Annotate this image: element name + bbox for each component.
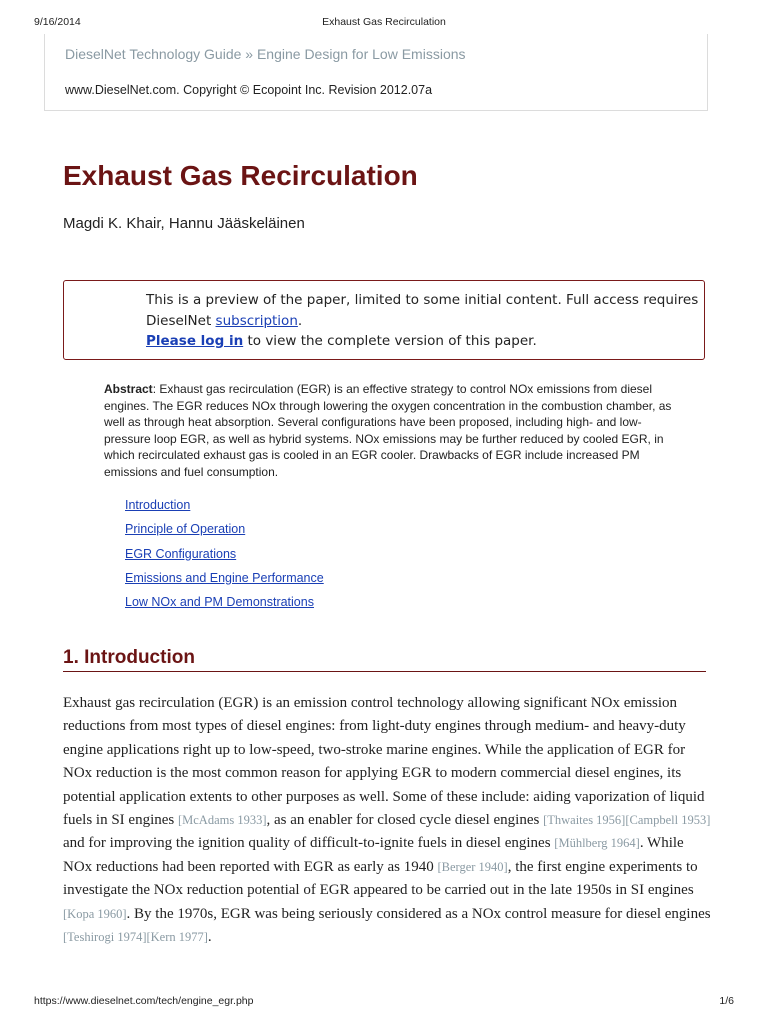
abstract-label: Abstract [104,382,153,396]
toc-link-principle[interactable]: Principle of Operation [125,522,246,537]
section-paragraph [63,692,713,949]
body-text: . While NOx reductions had been reported with EGR as early as 1940 [63,835,684,875]
preview-notice [63,280,705,360]
login-link[interactable]: Please log in [146,333,244,349]
toc-link-introduction[interactable]: Introduction [125,498,191,512]
body-text: . [207,929,212,946]
print-title: Exhaust Gas Recirculation [322,16,446,28]
site-header-box [44,34,708,111]
subscription-link[interactable]: subscription [215,312,298,329]
body-text: . By the 1970s, EGR was being seriously considered as a NOx control measure for diesel engines [126,905,711,922]
copyright-line: www.DieselNet.com. Copyright © Ecopoint Inc. Revision 2012.07a [65,83,433,97]
print-date: 9/16/2014 [34,16,81,28]
body-text: Exhaust gas recirculation (EGR) is an emission control technology allowing significant NOx emission reductions from most types of diesel engines: from light-duty engines through medium- and heavy-duty engine applications right up to low-speed, two-stroke marine engines. While the application of EGR for NOx reduction is the most common reason for applying EGR to modern commercial diesel engines, its potential application extents to other purposes as well. Some of these include: aiding vaporization of liquid fuels in SI engines [63,695,705,829]
toc-item [125,547,324,571]
citation[interactable]: [Teshirogi 1974][Kern 1977] [63,930,208,945]
toc-item [125,498,324,522]
body-text: , the first engine experiments to investigate the NOx reduction potential of EGR appeared to be carried out in the late 1950s in SI engines [63,858,698,899]
citation[interactable]: [Thwaites 1956][Campbell 1953] [543,813,711,828]
toc-link-demonstrations[interactable]: Low NOx and PM Demonstrations [125,595,314,610]
toc-item [125,522,324,546]
page-title: Exhaust Gas Recirculation [63,160,418,191]
toc-link-emissions[interactable]: Emissions and Engine Performance [125,570,324,585]
authors: Magdi K. Khair, Hannu Jääskeläinen [63,215,305,232]
preview-text-1: This is a preview of the paper, limited to some initial content. Full access requires DieselNet [146,292,699,329]
print-url: https://www.dieselnet.com/tech/engine_egr.php [34,995,254,1007]
citation[interactable]: [Mühlberg 1964] [554,836,640,851]
body-text: and for improving the ignition quality of difficult-to-ignite fuels in diesel engines [63,835,555,852]
toc-link-configurations[interactable]: EGR Configurations [125,546,237,561]
breadcrumb[interactable]: DieselNet Technology Guide » Engine Design for Low Emissions [65,46,466,62]
toc-item [125,571,324,595]
citation[interactable]: [Berger 1940] [437,859,508,874]
preview-notice-text [146,290,702,352]
citation[interactable]: [Kopa 1960] [63,906,127,921]
section-divider [63,671,706,672]
abstract [104,381,684,481]
table-of-contents [125,498,324,619]
print-footer [0,995,768,1009]
page-number: 1/6 [719,995,734,1007]
print-header [0,16,768,30]
preview-text-3: to view the complete version of this paper. [243,333,537,349]
abstract-text: : Exhaust gas recirculation (EGR) is an effective strategy to control NOx emissions from diesel engines. The EGR reduces NOx through lowering the oxygen concentration in the combustion chamber, as well as through heat absorption. Several configurations have been proposed, including high- and low-pressure loop EGR, as well as hybrid systems. NOx emissions may be further reduced by cooled EGR, in which recirculated exhaust gas is cooled in an EGR cooler. Drawbacks of EGR include increased PM emissions and fuel consumption. [104,382,672,479]
citation[interactable]: [McAdams 1933] [177,813,267,828]
body-text: , as an enabler for closed cycle diesel engines [266,812,544,829]
preview-text-2: . [297,312,303,329]
section-heading: 1. Introduction [63,647,195,668]
toc-item [125,595,324,619]
